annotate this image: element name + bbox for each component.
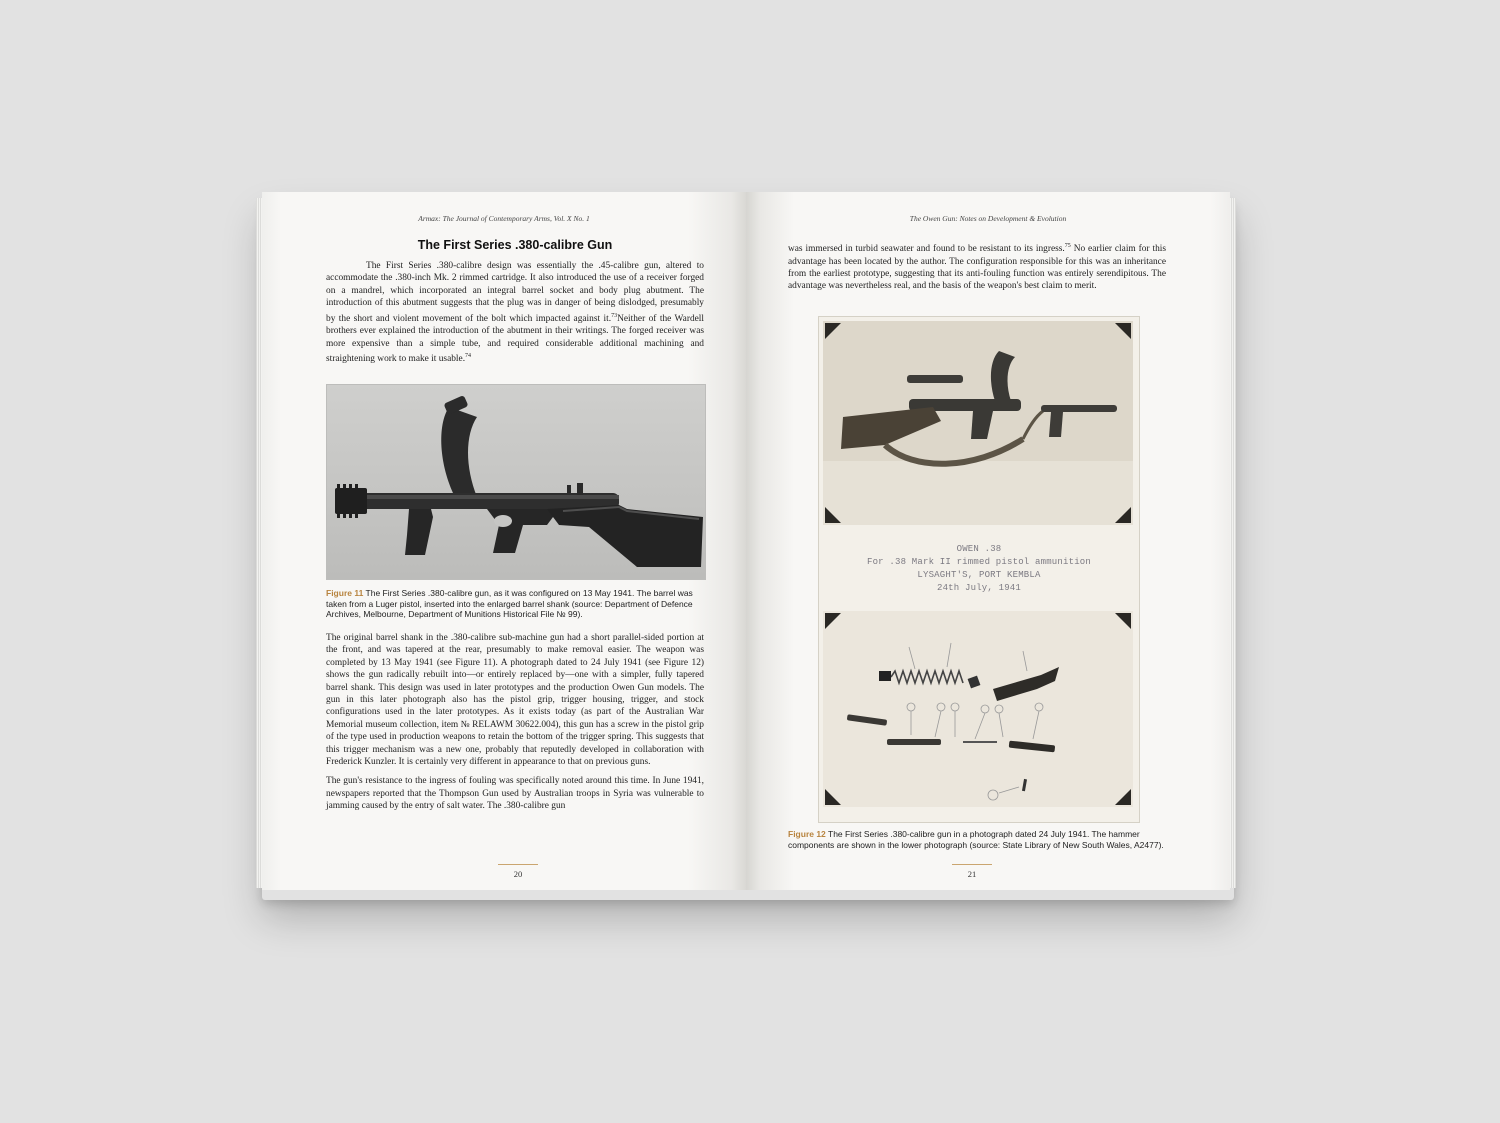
left-page [262,192,746,890]
footer-rule [498,864,538,865]
page-number-left: 20 [513,869,523,879]
running-head-right: The Owen Gun: Notes on Development & Evolution [909,214,1067,223]
figure-label: Figure 12 [788,829,826,839]
figure-12-sheet [818,316,1140,823]
figure-12-caption: Figure 12 The First Series .380-calibre gun in a photograph dated 24 July 1941. The hammer components are shown in the lower photograph (source: State Library of New South Wales, A2477). [788,829,1164,850]
section-title: The First Series .380-calibre Gun [417,238,613,252]
footnote-ref[interactable]: 75 [1064,243,1071,249]
paragraph-2: The original barrel shank in the .380-calibre sub-machine gun had a short parallel-sided portion at the front, and was tapered at the rear, presumably to make removal easier. The weapon was completed by 13 May 1941 (see Figure 11). A photograph dated to 24 July 1941 (see Figure 12) shows the gun radically rebuilt into—or entirely replaced by—one with a simpler, fully tapered barrel shank. This design was used in later prototypes and the production Owen Gun models. The gun in this later photograph also has the pistol grip, trigger housing, trigger, and stock configurations used in the later prototypes. As it exists today (as part of the Australian War Memorial museum collection, item № RELAWM 30622.004), this gun has a screw in the pistol grip of the type used in production weapons to retain the bottom of the trigger spring. This suggests that this trigger mechanism was a new one, probably that reputedly developed in collaboration with Frederick Kunzler. It is certainly very different in appearance to that on previous guns. [326,633,704,768]
figure-12-upper-photo [823,321,1133,525]
footnote-ref[interactable]: 73 [611,312,618,319]
figure-12-lower-photo [823,611,1133,807]
paragraph-1: The First Series .380-calibre design was essentially the .45-calibre gun, altered to accommodate the .380-inch Mk. 2 rimmed cartridge. It also introduced the use of a receiver forged on a mandrel, which incorporated an integral barrel socket and body plug abutment. The introduction of this abutment suggests that the plug was in danger of being dislodged, presumably by the short and violent movement of the bolt which impacted against it.$^{73}$Neither of the Wardell brothers ever explained the introduction of the abutment in their writings. The forged receiver was more expensive than a simple tube, and required considerable additional machining and straightening work to make it usable.$^{74}$ [326,261,704,365]
left-page-text-top [326,238,704,366]
page-number-right: 21 [967,869,977,879]
submachine-gun-image [327,385,705,579]
running-head-left: Armax: The Journal of Contemporary Arms, Vol. X No. 1 [418,214,590,223]
paragraph-3: The gun's resistance to the ingress of fouling was specifically noted around this time. In June 1941, newspapers reported that the Thompson Gun used by Australian troops in Syria was vulnerable to jamming caused by the entry of salt water. The .380-calibre gun [326,776,704,812]
footer-rule [952,864,992,865]
footnote-ref[interactable]: 74 [465,352,472,359]
figure-label: Figure 11 [326,588,364,598]
dismantled-gun-image [823,321,1133,525]
figure-11-photo [326,384,706,580]
typed-label: OWEN .38 For .38 Mark II rimmed pistol ammunition LYSAGHT'S, PORT KEMBLA 24th July, 1941 [866,544,1092,593]
hammer-components-image [823,611,1133,807]
right-page-text [788,240,1166,293]
right-page [746,192,1230,890]
left-page-text-bottom [326,632,704,813]
figure-11-caption: Figure 11 The First Series .380-calibre gun, as it was configured on 13 May 1941. The barrel was taken from a Luger pistol, inserted into the enlarged barrel shank (source: Department of Defence Archives, Melbourne, Department of Munitions Historical File № 99). [326,588,693,620]
paragraph-continued: was immersed in turbid seawater and found to be resistant to its ingress.$^{75}$ No earlier claim for this advantage has been located by the author. The configuration responsible for this was an inheritance from the earliest prototype, suggesting that its anti-fouling function was entirely serendipitous. The advantage was nevertheless real, and the basis of the weapon's best claim to merit. [788,243,1167,292]
